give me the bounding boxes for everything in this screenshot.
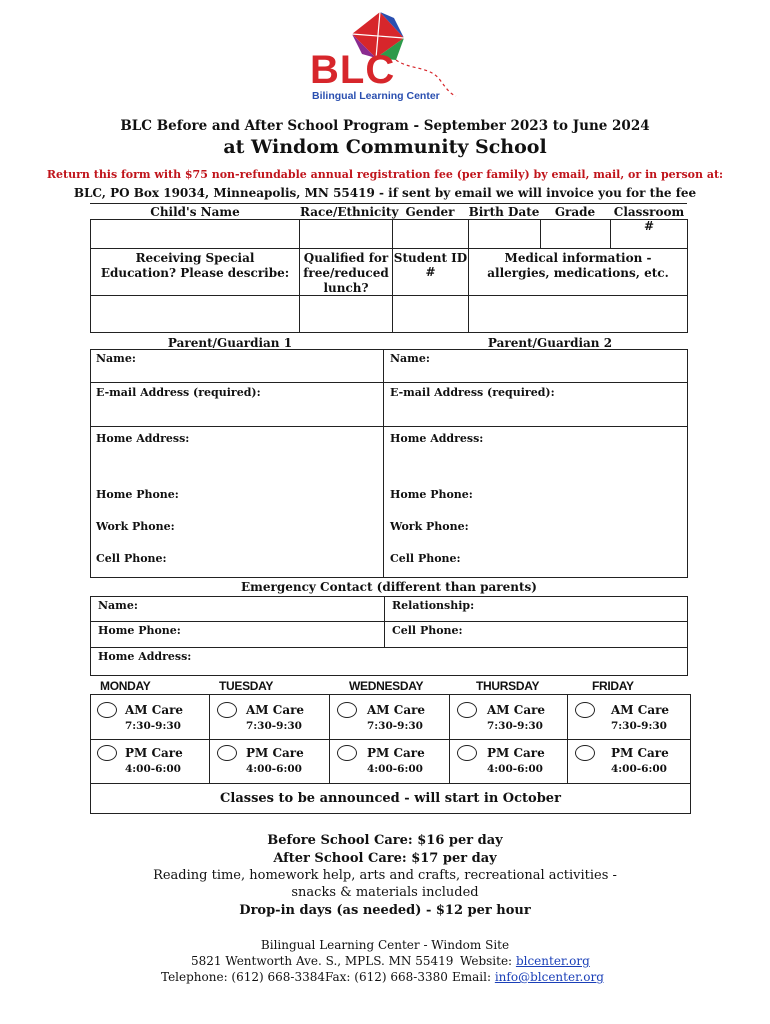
- g2-name-field[interactable]: [430, 352, 680, 378]
- ec-relationship-label: Relationship:: [392, 599, 475, 612]
- friday-am-checkbox[interactable]: [575, 702, 595, 718]
- wednesday-pm-label: PM Care: [367, 746, 425, 760]
- guardian1-title: Parent/Guardian 1: [167, 336, 293, 350]
- g1-name-field[interactable]: [140, 352, 376, 378]
- g1-email-field[interactable]: [96, 400, 376, 422]
- day-monday: MONDAY: [100, 679, 151, 693]
- col-classroom: Classroom #: [613, 205, 685, 233]
- g1-work-phone-label: Work Phone:: [96, 520, 175, 533]
- wednesday-pm-time: 4:00-6:00: [367, 763, 423, 775]
- g1-email-label: E-mail Address (required):: [96, 386, 261, 399]
- thursday-pm-checkbox[interactable]: [457, 745, 477, 761]
- program-line: BLC Before and After School Program - September 2023 to June 2024: [120, 118, 650, 134]
- footer-address: 5821 Wentworth Ave. S., MPLS. MN 55419: [191, 954, 454, 968]
- free-lunch-field[interactable]: [299, 295, 393, 333]
- ec-cell-phone-label: Cell Phone:: [392, 624, 463, 637]
- day-friday: FRIDAY: [592, 679, 634, 693]
- activities-line-1: Reading time, homework help, arts and crafts, recreational activities -: [153, 868, 617, 883]
- footer-fax: Fax: (612) 668-3380: [325, 970, 448, 984]
- medical-label: Medical information - allergies, medications, etc.: [487, 251, 669, 280]
- g2-cell-phone-label: Cell Phone:: [390, 552, 461, 565]
- footer-telephone: Telephone: (612) 668-3384: [161, 970, 326, 984]
- friday-am-time: 7:30-9:30: [611, 720, 667, 732]
- tuesday-am-time: 7:30-9:30: [246, 720, 302, 732]
- g2-home-address-label: Home Address:: [390, 432, 484, 445]
- birth-date-field[interactable]: [468, 219, 541, 249]
- ec-home-address-label: Home Address:: [98, 650, 192, 663]
- col-race-ethnicity: Race/Ethnicity: [300, 205, 399, 219]
- childs-name-field[interactable]: [90, 219, 300, 249]
- monday-am-checkbox[interactable]: [97, 702, 117, 718]
- g1-home-address-field[interactable]: [96, 448, 376, 484]
- logo-subtitle: Bilingual Learning Center: [312, 90, 440, 102]
- day-thursday: THURSDAY: [476, 679, 540, 693]
- g1-home-address-label: Home Address:: [96, 432, 190, 445]
- student-id-field[interactable]: [392, 295, 469, 333]
- col-gender: Gender: [405, 205, 455, 219]
- monday-pm-checkbox[interactable]: [97, 745, 117, 761]
- wednesday-pm-checkbox[interactable]: [337, 745, 357, 761]
- dropin-price: Drop-in days (as needed) - $12 per hour: [239, 903, 531, 918]
- tuesday-pm-checkbox[interactable]: [217, 745, 237, 761]
- special-ed-label: Receiving Special Education? Please describe:: [100, 251, 290, 280]
- thursday-am-time: 7:30-9:30: [487, 720, 543, 732]
- race-ethnicity-field[interactable]: [299, 219, 393, 249]
- g1-home-phone-label: Home Phone:: [96, 488, 179, 501]
- special-ed-field[interactable]: [90, 295, 300, 333]
- student-id-label: Student ID #: [393, 251, 468, 279]
- tuesday-am-checkbox[interactable]: [217, 702, 237, 718]
- monday-pm-label: PM Care: [125, 746, 183, 760]
- friday-pm-label: PM Care: [611, 746, 669, 760]
- friday-pm-time: 4:00-6:00: [611, 763, 667, 775]
- return-notice: Return this form with $75 non-refundable annual registration fee (per family) by email, mail, or in person at:: [46, 168, 724, 181]
- price-after: After School Care: $17 per day: [273, 851, 497, 866]
- col-childs-name: Child's Name: [150, 205, 240, 219]
- footer-email: [452, 970, 604, 984]
- thursday-am-checkbox[interactable]: [457, 702, 477, 718]
- footer-site: Bilingual Learning Center - Windom Site: [260, 938, 510, 952]
- gender-field[interactable]: [392, 219, 469, 249]
- medical-field[interactable]: [468, 295, 688, 333]
- day-wednesday: WEDNESDAY: [349, 679, 424, 693]
- email-link[interactable]: info@blcenter.org: [494, 970, 604, 984]
- monday-am-time: 7:30-9:30: [125, 720, 181, 732]
- g1-name-label: Name:: [96, 352, 136, 365]
- website-label: Website:: [460, 954, 513, 968]
- monday-pm-time: 4:00-6:00: [125, 763, 181, 775]
- g1-cell-phone-label: Cell Phone:: [96, 552, 167, 565]
- g2-name-label: Name:: [390, 352, 430, 365]
- ec-home-phone-label: Home Phone:: [98, 624, 181, 637]
- friday-pm-checkbox[interactable]: [575, 745, 595, 761]
- friday-am-label: AM Care: [611, 703, 670, 717]
- tuesday-am-label: AM Care: [246, 703, 305, 717]
- location-title: at Windom Community School: [223, 136, 547, 158]
- activities-line-2: snacks & materials included: [291, 885, 479, 900]
- price-before: Before School Care: $16 per day: [267, 833, 503, 848]
- ec-name-label: Name:: [98, 599, 138, 612]
- tuesday-pm-label: PM Care: [246, 746, 304, 760]
- g2-home-phone-label: Home Phone:: [390, 488, 473, 501]
- classes-note: Classes to be announced - will start in October: [220, 791, 561, 806]
- monday-am-label: AM Care: [125, 703, 184, 717]
- thursday-pm-time: 4:00-6:00: [487, 763, 543, 775]
- logo-text: BLC: [310, 48, 396, 92]
- thursday-am-label: AM Care: [487, 703, 546, 717]
- address-line: BLC, PO Box 19034, Minneapolis, MN 55419 - if sent by email we will invoice you for the fee: [73, 186, 697, 200]
- tuesday-pm-time: 4:00-6:00: [246, 763, 302, 775]
- emergency-title: Emergency Contact (different than parents): [241, 580, 537, 594]
- website-link[interactable]: blcenter.org: [515, 954, 590, 968]
- day-tuesday: TUESDAY: [219, 679, 274, 693]
- g2-work-phone-label: Work Phone:: [390, 520, 469, 533]
- footer-website: [460, 954, 590, 968]
- col-birth-date: Birth Date: [468, 205, 540, 219]
- wednesday-am-time: 7:30-9:30: [367, 720, 423, 732]
- thursday-pm-label: PM Care: [487, 746, 545, 760]
- g2-email-field[interactable]: [390, 400, 680, 422]
- wednesday-am-checkbox[interactable]: [337, 702, 357, 718]
- grade-field[interactable]: [540, 219, 611, 249]
- classroom-field[interactable]: [610, 219, 688, 249]
- g2-email-label: E-mail Address (required):: [390, 386, 555, 399]
- col-grade: Grade: [554, 205, 596, 219]
- email-label: Email:: [452, 970, 492, 984]
- guardian2-title: Parent/Guardian 2: [487, 336, 613, 350]
- g2-home-address-field[interactable]: [390, 448, 680, 484]
- wednesday-am-label: AM Care: [367, 703, 426, 717]
- free-lunch-label: Qualified for free/reduced lunch?: [303, 251, 389, 295]
